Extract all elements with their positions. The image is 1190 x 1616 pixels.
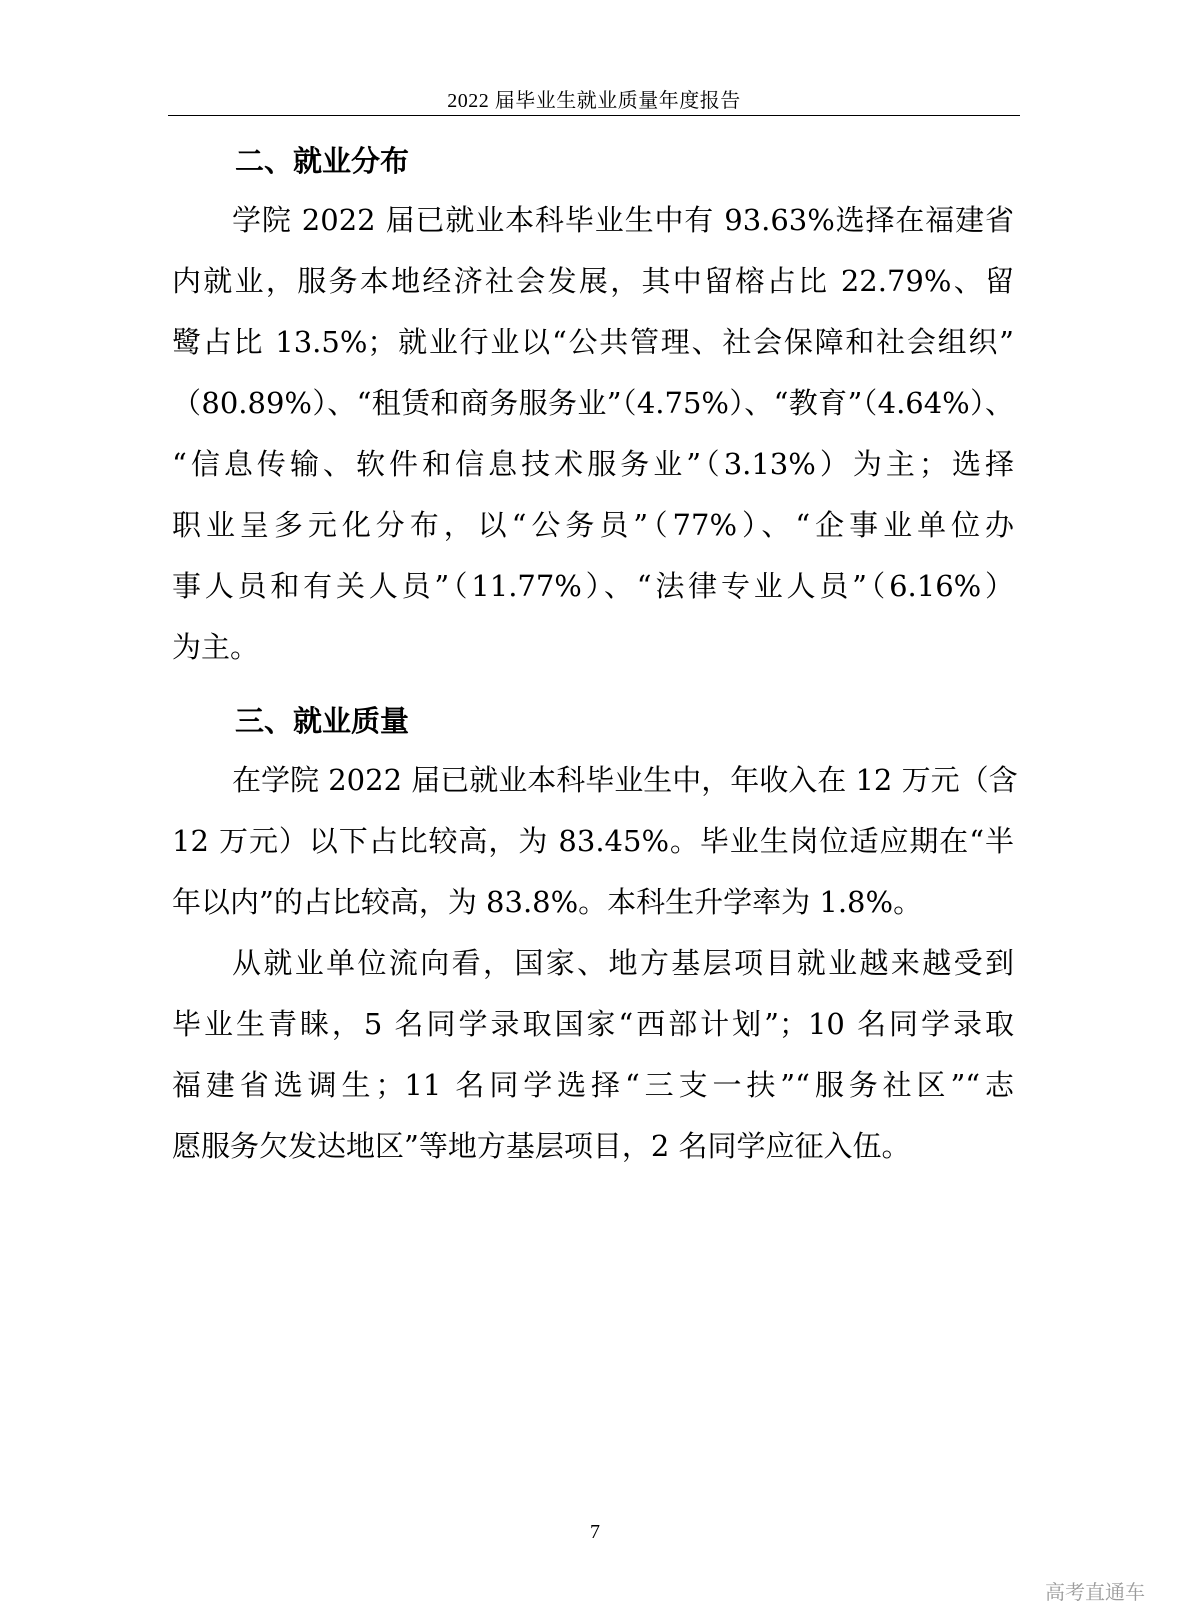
paragraph-line: “信息传输、软件和信息技术服务业”（3.13%）为主；选择 [172,447,1014,481]
header-divider [168,115,1020,116]
paragraph-line: 愿服务欠发达地区”等地方基层项目，2 名同学应征入伍。 [172,1129,911,1163]
page-number: 7 [590,1521,600,1543]
paragraph-line: 学院 2022 届已就业本科毕业生中有 93.63%选择在福建省 [232,203,1014,237]
paragraph-line: 为主。 [172,630,260,664]
paragraph-line: 鹭占比 13.5%；就业行业以“公共管理、社会保障和社会组织” [172,325,1014,359]
paragraph-line: 福建省选调生；11 名同学选择“三支一扶”“服务社区”“志 [172,1068,1014,1102]
watermark-text: 高考直通车 [1045,1580,1145,1604]
paragraph-line: 年以内”的占比较高，为 83.8%。本科生升学率为 1.8%。 [172,885,923,919]
paragraph-line: 从就业单位流向看，国家、地方基层项目就业越来越受到 [232,946,1014,980]
paragraph-line: 12 万元）以下占比较高，为 83.45%。毕业生岗位适应期在“半 [172,824,1014,858]
page-header-title: 2022 届毕业生就业质量年度报告 [447,90,741,112]
section-heading-employment-quality: 三、就业质量 [235,704,410,738]
paragraph-line: （80.89%）、“租赁和商务服务业”（4.75%）、“教育”（4.64%）、 [172,386,1014,420]
paragraph-line: 事人员和有关人员”（11.77%）、“法律专业人员”（6.16%） [172,569,1014,603]
paragraph-line: 毕业生青睐，5 名同学录取国家“西部计划”；10 名同学录取 [172,1007,1014,1041]
paragraph-line: 职业呈多元化分布，以“公务员”（77%）、“企事业单位办 [172,508,1014,542]
paragraph-line: 在学院 2022 届已就业本科毕业生中，年收入在 12 万元（含 [232,763,1018,797]
section-heading-employment-distribution: 二、就业分布 [235,144,410,178]
paragraph-line: 内就业，服务本地经济社会发展，其中留榕占比 22.79%、留 [172,264,1014,298]
